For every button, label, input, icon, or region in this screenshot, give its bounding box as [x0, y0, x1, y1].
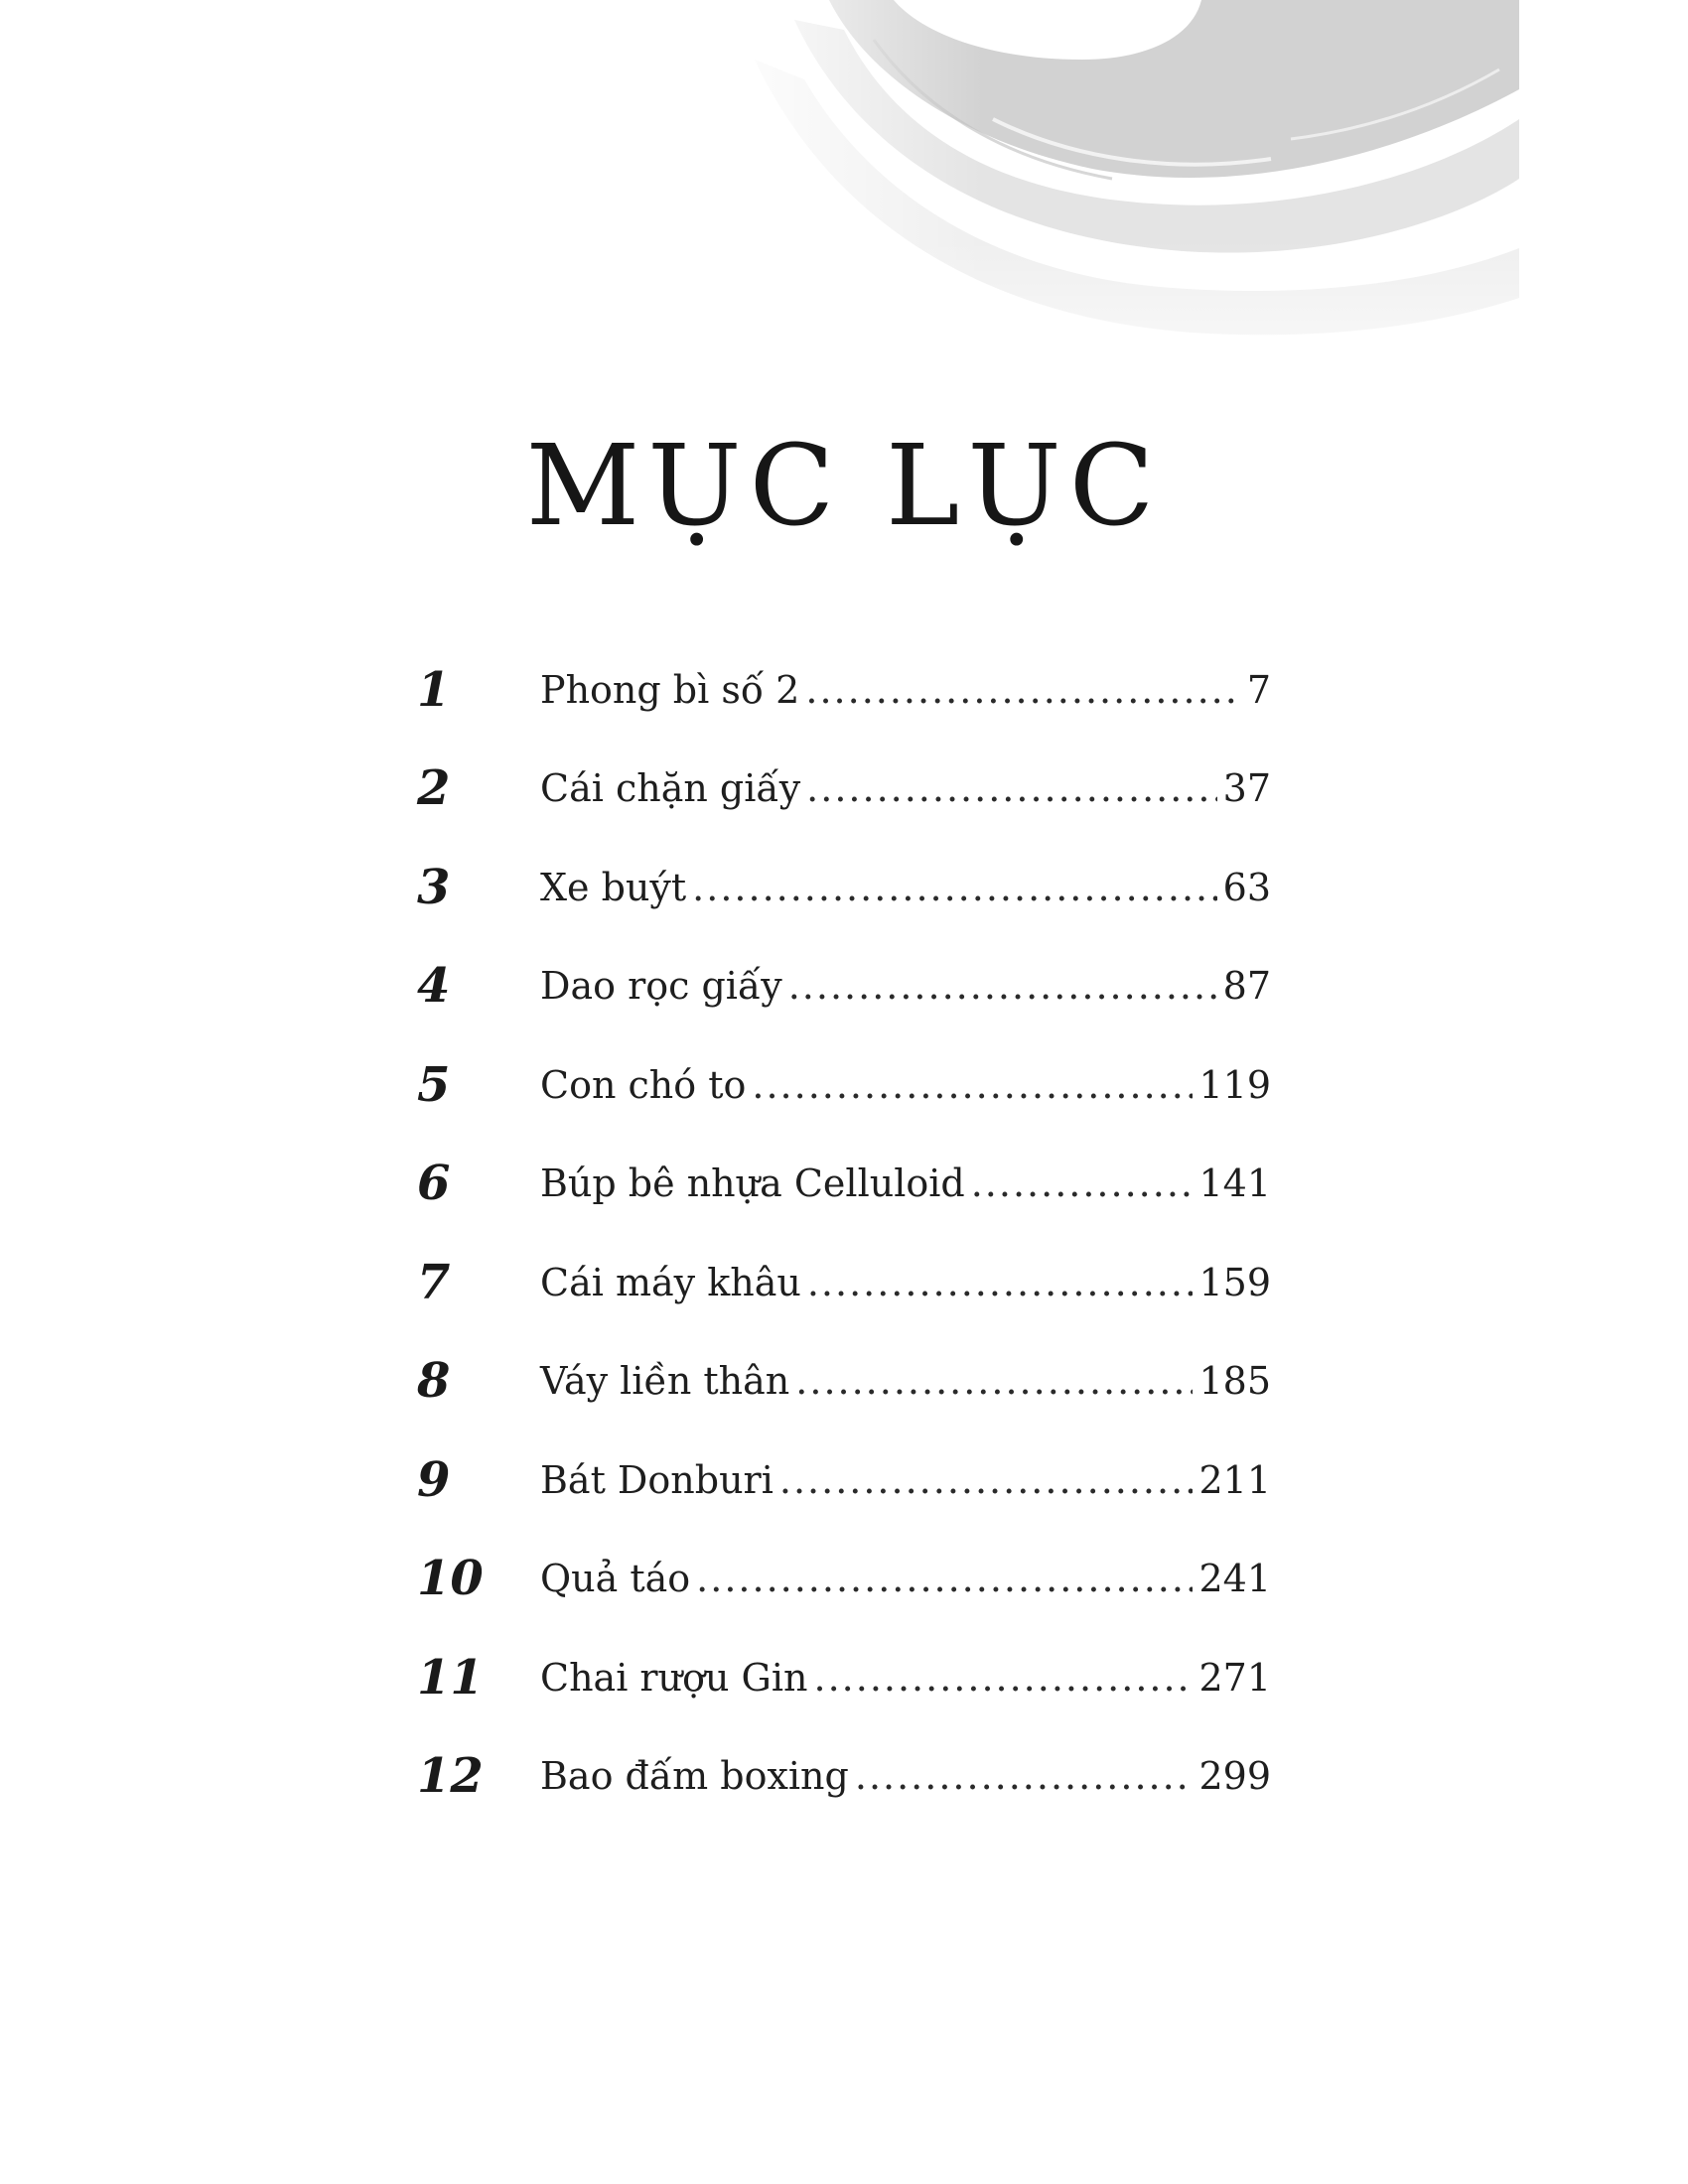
page-number: 271: [1198, 1655, 1271, 1700]
toc-entry: [540, 665, 1271, 715]
dot-leader: [806, 763, 1216, 813]
page-number: 37: [1222, 766, 1271, 811]
dot-leader: [788, 961, 1217, 1011]
dot-leader: [807, 1258, 1194, 1307]
chapter-title: Con chó to: [540, 1062, 747, 1107]
toc-row: [417, 640, 1271, 740]
chapter-title: Búp bê nhựa Celluloid: [540, 1161, 965, 1206]
chapter-title: Váy liền thân: [540, 1359, 790, 1404]
toc-row: [417, 937, 1271, 1036]
dot-leader: [805, 665, 1240, 715]
toc-entry: [540, 1751, 1271, 1801]
toc-entry: [540, 1455, 1271, 1505]
dot-leader: [795, 1356, 1193, 1406]
chapter-title: Cái máy khâu: [540, 1260, 801, 1304]
toc-row: [417, 1727, 1271, 1827]
chapter-number: 5: [417, 1056, 451, 1113]
chapter-title: Bao đấm boxing: [540, 1754, 849, 1799]
chapter-title: Dao rọc giấy: [540, 964, 782, 1009]
dot-leader: [779, 1455, 1194, 1505]
chapter-number: 12: [417, 1748, 484, 1805]
dot-leader: [971, 1159, 1194, 1208]
dot-leader: [814, 1653, 1194, 1703]
toc-row: [417, 1135, 1271, 1234]
page-number: 141: [1198, 1161, 1271, 1206]
dot-leader: [855, 1751, 1194, 1801]
page-number: 87: [1222, 964, 1271, 1009]
chapter-title: Cái chặn giấy: [540, 766, 801, 811]
toc-row: [417, 1431, 1271, 1530]
chapter-number: 3: [417, 859, 451, 915]
chapter-number: 2: [417, 760, 451, 817]
toc-row: [417, 838, 1271, 937]
page-number: 7: [1246, 667, 1271, 712]
page-number: 185: [1198, 1359, 1271, 1404]
chapter-number: 6: [417, 1156, 451, 1212]
toc-entry: [540, 1653, 1271, 1703]
table-of-contents: [417, 640, 1271, 1826]
chapter-title: Chai rượu Gin: [540, 1655, 808, 1700]
brush-stroke-decoration: [0, 0, 1688, 437]
toc-entry: [540, 961, 1271, 1011]
page-number: 241: [1198, 1557, 1271, 1601]
dot-leader: [752, 1060, 1193, 1110]
dot-leader: [692, 863, 1216, 912]
chapter-number: 7: [417, 1254, 451, 1310]
page-number: 159: [1198, 1260, 1271, 1304]
chapter-number: 8: [417, 1353, 451, 1410]
chapter-number: 11: [417, 1649, 484, 1706]
toc-entry: [540, 1060, 1271, 1110]
page-number: 119: [1198, 1062, 1271, 1107]
chapter-title: Phong bì số 2: [540, 667, 800, 712]
toc-row: [417, 1233, 1271, 1332]
toc-entry: [540, 1356, 1271, 1406]
toc-entry: [540, 1554, 1271, 1603]
chapter-title: Bát Donburi: [540, 1457, 774, 1502]
toc-entry: [540, 1258, 1271, 1307]
toc-entry: [540, 863, 1271, 912]
chapter-title: Xe buýt: [540, 865, 687, 909]
toc-row: [417, 1332, 1271, 1432]
toc-row: [417, 1530, 1271, 1629]
chapter-number: 4: [417, 958, 451, 1015]
page-number: 63: [1222, 865, 1271, 909]
chapter-title: Quả táo: [540, 1557, 691, 1601]
chapter-number: 9: [417, 1451, 451, 1508]
dot-leader: [696, 1554, 1193, 1603]
chapter-number: 1: [417, 661, 451, 718]
toc-row: [417, 1035, 1271, 1135]
page-number: 211: [1198, 1457, 1271, 1502]
page-number: 299: [1198, 1754, 1271, 1799]
toc-row: [417, 1628, 1271, 1727]
page-title: MỤC LỤC: [525, 422, 1163, 552]
toc-entry: [540, 763, 1271, 813]
chapter-number: 10: [417, 1551, 484, 1607]
toc-row: [417, 740, 1271, 839]
toc-entry: [540, 1159, 1271, 1208]
